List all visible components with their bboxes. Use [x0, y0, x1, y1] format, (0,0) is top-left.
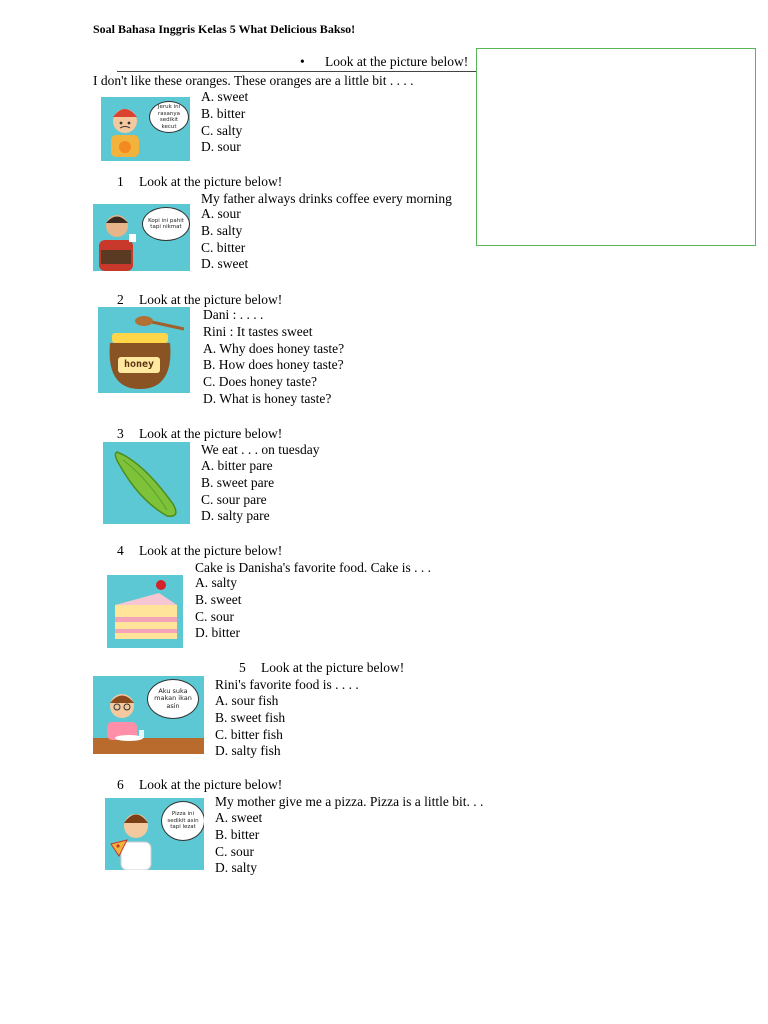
- q6-number: 6: [117, 777, 124, 792]
- q1-option-b[interactable]: B. salty: [201, 222, 243, 238]
- q1-options: [201, 206, 248, 273]
- q3-option-c[interactable]: C. sour pare: [201, 491, 267, 507]
- q6-picture-boy-pizza: [105, 798, 204, 870]
- q4-picture-cake: [107, 575, 183, 648]
- q3-number: 3: [117, 426, 124, 441]
- q0-option-d[interactable]: D. sour: [201, 139, 241, 155]
- q2-option-c[interactable]: C. Does honey taste?: [203, 374, 317, 390]
- q0-heading: Look at the picture below!: [325, 54, 469, 69]
- q0-speech-bubble: Jeruk ini rasanya sedikit kecut: [149, 101, 189, 133]
- q4-number: 4: [117, 543, 124, 558]
- q3-options: [201, 458, 274, 525]
- honey-jar-icon: [98, 307, 190, 393]
- q2-lines: [203, 307, 344, 408]
- q6-option-a[interactable]: A. sweet: [215, 810, 263, 825]
- q1-number: 1: [117, 174, 124, 189]
- q0-option-c[interactable]: C. salty: [201, 122, 243, 138]
- q1-option-d[interactable]: D. sweet: [201, 256, 249, 272]
- q2-dialog-dani: Dani : . . . .: [203, 307, 264, 322]
- q5-options: [215, 693, 285, 760]
- q4-option-c[interactable]: C. sour: [195, 608, 235, 624]
- q2-heading: Look at the picture below!: [139, 292, 283, 307]
- q0-option-b[interactable]: B. bitter: [201, 105, 246, 121]
- q5-option-d[interactable]: D. salty fish: [215, 743, 281, 759]
- q4-option-b[interactable]: B. sweet: [195, 591, 242, 607]
- q5-stem: Rini's favorite food is . . . .: [215, 677, 359, 692]
- q0-option-a[interactable]: A. sweet: [201, 89, 249, 104]
- q4-stem: Cake is Danisha's favorite food. Cake is . . .: [195, 560, 432, 575]
- q3-picture-bitter-gourd: [103, 442, 190, 524]
- q5-speech-bubble: Aku suka makan ikan asin: [147, 679, 199, 719]
- honey-jar-label: honey: [123, 359, 155, 370]
- q4-options: [195, 575, 242, 642]
- empty-green-box: [476, 48, 756, 246]
- q3-option-b[interactable]: B. sweet pare: [201, 474, 275, 490]
- q6-speech-bubble: Pizza ini sedikit asin tapi lezat: [161, 801, 204, 841]
- q5-option-a[interactable]: A. sour fish: [215, 693, 279, 708]
- q3-stem: We eat . . . on tuesday: [201, 442, 320, 457]
- q1-picture-father-coffee: [93, 204, 190, 271]
- q6-option-b[interactable]: B. bitter: [215, 826, 260, 842]
- cake-slice-icon: [107, 575, 183, 648]
- q2-option-d[interactable]: D. What is honey taste?: [203, 390, 332, 406]
- q4-option-a[interactable]: A. salty: [195, 575, 237, 590]
- q5-option-b[interactable]: B. sweet fish: [215, 709, 286, 725]
- q1-option-a[interactable]: A. sour: [201, 206, 241, 221]
- q5-heading: Look at the picture below!: [261, 660, 405, 675]
- q3-option-a[interactable]: A. bitter pare: [201, 458, 273, 473]
- q3-heading: Look at the picture below!: [139, 426, 283, 441]
- q4-heading: Look at the picture below!: [139, 543, 283, 558]
- q6-option-c[interactable]: C. sour: [215, 843, 255, 859]
- q3-option-d[interactable]: D. salty pare: [201, 508, 270, 524]
- q6-stem: My mother give me a pizza. Pizza is a little bit. . .: [215, 794, 484, 809]
- q1-option-c[interactable]: C. bitter: [201, 239, 246, 255]
- q1-heading: Look at the picture below!: [139, 174, 283, 189]
- document-title: Soal Bahasa Inggris Kelas 5 What Delicious Bakso!: [93, 22, 356, 36]
- q5-option-c[interactable]: C. bitter fish: [215, 726, 283, 742]
- q4-option-d[interactable]: D. bitter: [195, 625, 240, 641]
- q6-options: [215, 810, 262, 877]
- q2-dialog-rini: Rini : It tastes sweet: [203, 323, 313, 339]
- q0-stem: I don't like these oranges. These oranges are a little bit . . . .: [93, 73, 414, 88]
- q0-options: [201, 89, 248, 156]
- q1-stem: My father always drinks coffee every morning: [201, 191, 452, 206]
- q1-speech-bubble: Kopi ini pahit tapi nikmat: [142, 207, 190, 241]
- q6-option-d[interactable]: D. salty: [215, 860, 257, 876]
- q0-bullet: •: [300, 54, 305, 69]
- q2-option-b[interactable]: B. How does honey taste?: [203, 357, 344, 373]
- q2-number: 2: [117, 292, 124, 307]
- bitter-gourd-icon: [103, 442, 190, 524]
- q2-picture-honey-jar: [98, 307, 190, 393]
- q2-option-a[interactable]: A. Why does honey taste?: [203, 340, 345, 356]
- q5-number: 5: [239, 660, 246, 675]
- q6-heading: Look at the picture below!: [139, 777, 283, 792]
- q0-picture-orange-boy: [101, 97, 190, 161]
- q5-picture-girl-fish: [93, 676, 204, 754]
